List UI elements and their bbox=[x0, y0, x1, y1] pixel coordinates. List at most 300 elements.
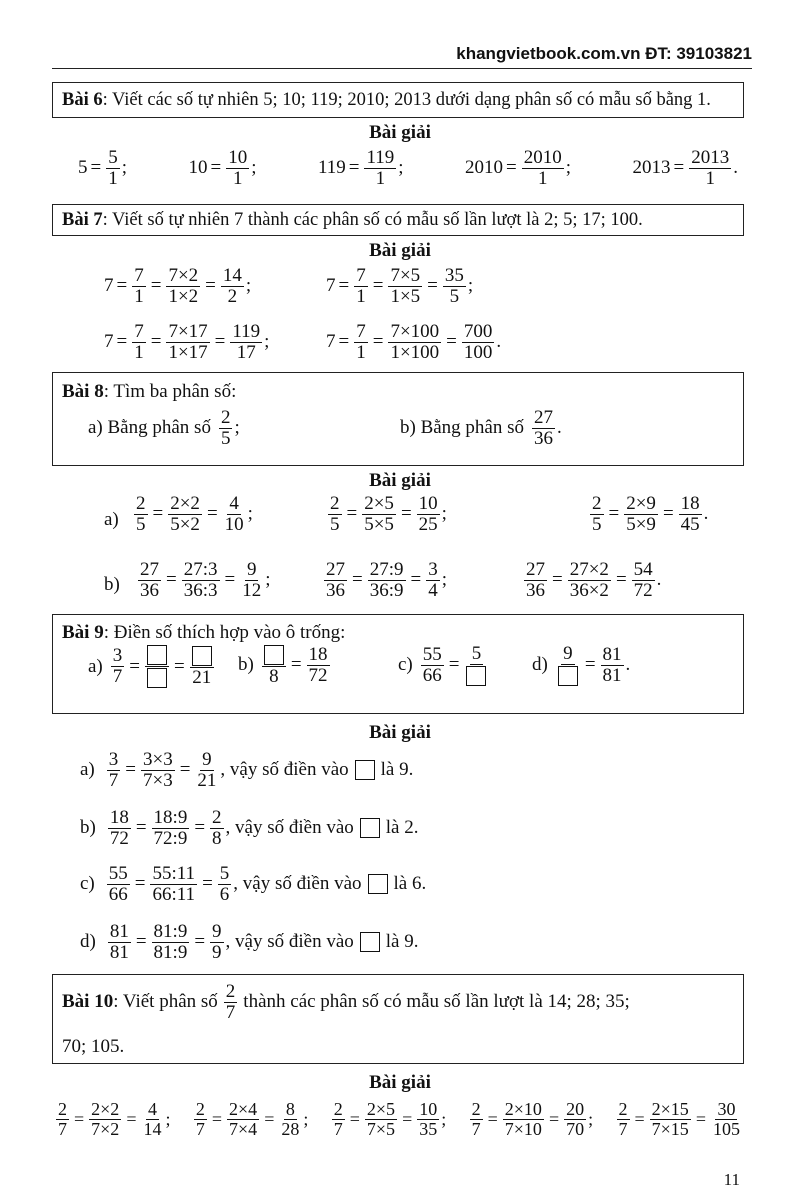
denominator: 1 bbox=[134, 341, 144, 363]
fraction bbox=[332, 1100, 345, 1139]
fraction bbox=[632, 560, 655, 601]
fraction bbox=[230, 322, 262, 363]
bai6-solution-label: Bài giải bbox=[369, 122, 431, 143]
bai8-a-label: a) Bằng phân số bbox=[88, 417, 211, 439]
separator: ; bbox=[398, 157, 404, 179]
fraction bbox=[624, 494, 658, 535]
numerator: 30 bbox=[717, 1099, 736, 1119]
equals-sign: = bbox=[202, 873, 213, 895]
denominator bbox=[145, 667, 169, 689]
bai7-statement bbox=[62, 210, 643, 231]
denominator: 5 bbox=[449, 285, 460, 307]
numerator: 4 bbox=[229, 493, 239, 514]
denominator: 1×5 bbox=[390, 285, 421, 307]
fraction bbox=[111, 646, 125, 687]
bai9-solution-line bbox=[80, 750, 413, 791]
numerator: 35 bbox=[444, 265, 464, 286]
bai10-text3: 70; 105. bbox=[62, 1036, 125, 1057]
denominator: 1×2 bbox=[168, 285, 199, 307]
denominator: 1×100 bbox=[390, 341, 440, 363]
fraction bbox=[564, 1100, 586, 1139]
bai9-sol-result: là 9. bbox=[385, 931, 419, 953]
separator: ; bbox=[467, 275, 474, 297]
blank-box bbox=[264, 645, 284, 665]
bai7-title: Bài 7 bbox=[62, 210, 103, 230]
fraction bbox=[56, 1100, 69, 1139]
numerator: 2×4 bbox=[229, 1099, 258, 1119]
bai9-statement bbox=[62, 622, 345, 644]
bai10-solution-item bbox=[615, 1100, 744, 1139]
equals-sign: = bbox=[135, 817, 147, 839]
denominator: 36:9 bbox=[369, 579, 404, 601]
numerator: 2 bbox=[330, 493, 340, 514]
blank-box bbox=[360, 818, 380, 838]
blank-box bbox=[355, 760, 375, 780]
separator: . bbox=[557, 417, 562, 439]
fraction bbox=[89, 1100, 121, 1139]
fraction bbox=[108, 922, 131, 963]
fraction bbox=[210, 922, 224, 963]
numerator: 55 bbox=[108, 863, 128, 884]
bai6-item bbox=[465, 148, 571, 189]
fraction bbox=[590, 494, 604, 535]
denominator: 7×4 bbox=[229, 1118, 258, 1139]
denominator: 36:3 bbox=[183, 579, 218, 601]
bai6-item bbox=[318, 148, 404, 189]
numerator: 2 bbox=[212, 807, 222, 828]
bai9-sol-label: b) bbox=[80, 817, 96, 839]
numerator: 5 bbox=[108, 147, 118, 168]
equals-sign: = bbox=[349, 1108, 360, 1129]
denominator: 45 bbox=[680, 513, 700, 535]
fraction bbox=[324, 560, 347, 601]
equals-sign: = bbox=[214, 331, 226, 353]
fraction bbox=[240, 560, 263, 601]
numerator: 2 bbox=[136, 493, 146, 514]
bai9-sol-text: , vậy số điền vào bbox=[220, 759, 349, 781]
denominator: 21 bbox=[197, 769, 217, 791]
numerator: 2×9 bbox=[626, 493, 656, 514]
numerator: 2 bbox=[195, 1099, 205, 1119]
numerator: 27:3 bbox=[183, 559, 218, 580]
bai7-line bbox=[104, 266, 251, 307]
bai9-sol-result: là 6. bbox=[393, 873, 427, 895]
numerator: 10 bbox=[228, 147, 248, 168]
denominator bbox=[556, 665, 580, 687]
equals-sign: = bbox=[552, 569, 563, 591]
numerator: 2×15 bbox=[651, 1099, 689, 1119]
numerator: 3×3 bbox=[142, 749, 173, 770]
bai9-sol-label: c) bbox=[80, 873, 95, 895]
denominator: 36 bbox=[534, 427, 554, 449]
denominator: 81 bbox=[109, 941, 129, 963]
denominator: 1 bbox=[134, 285, 144, 307]
bai9-part-a bbox=[88, 644, 216, 689]
fraction bbox=[417, 1100, 439, 1139]
fraction bbox=[601, 645, 624, 686]
bai8-solution-line bbox=[326, 494, 447, 535]
equals-sign: = bbox=[338, 331, 350, 353]
fraction bbox=[150, 864, 197, 905]
equals-sign: = bbox=[194, 931, 206, 953]
equals-sign: = bbox=[372, 331, 384, 353]
numerator: 7 bbox=[134, 265, 144, 286]
lead-number: 2010 bbox=[465, 157, 504, 179]
separator: ; bbox=[265, 569, 271, 591]
numerator: 27×2 bbox=[569, 559, 609, 580]
fraction bbox=[141, 1100, 163, 1139]
fraction bbox=[388, 266, 422, 307]
separator: . bbox=[625, 654, 631, 676]
fraction bbox=[134, 494, 148, 535]
lead-number: 119 bbox=[317, 157, 346, 179]
denominator: 1 bbox=[356, 341, 366, 363]
bai9-sol-label: a) bbox=[80, 759, 95, 781]
equals-sign: = bbox=[402, 1108, 413, 1129]
numerator: 54 bbox=[633, 559, 653, 580]
equals-sign: = bbox=[615, 569, 627, 591]
equals-sign: = bbox=[134, 873, 146, 895]
numerator: 7×5 bbox=[390, 265, 421, 286]
equals-sign: = bbox=[427, 275, 438, 297]
fraction bbox=[417, 494, 440, 535]
denominator: 5×2 bbox=[170, 513, 200, 535]
equals-sign: = bbox=[487, 1108, 498, 1129]
bai8-statement bbox=[62, 381, 236, 403]
equals-sign: = bbox=[205, 275, 216, 297]
denominator: 12 bbox=[242, 579, 262, 601]
equals-sign: = bbox=[608, 503, 620, 525]
denominator: 1 bbox=[705, 167, 715, 189]
fraction bbox=[464, 644, 488, 687]
equals-sign: = bbox=[126, 1108, 137, 1129]
equals-sign: = bbox=[352, 569, 363, 591]
equals-sign: = bbox=[224, 569, 236, 591]
denominator: 36 bbox=[526, 579, 545, 601]
numerator: 27 bbox=[526, 559, 545, 580]
denominator: 5 bbox=[220, 427, 231, 449]
equals-sign: = bbox=[74, 1108, 85, 1129]
separator: ; bbox=[303, 1108, 309, 1129]
fraction bbox=[194, 1100, 207, 1139]
fraction bbox=[107, 864, 130, 905]
denominator: 7×10 bbox=[504, 1118, 542, 1139]
fraction bbox=[138, 560, 161, 601]
bai9-part-d bbox=[532, 644, 630, 687]
separator: . bbox=[703, 503, 709, 525]
bai8-part-b bbox=[400, 408, 562, 449]
numerator: 81 bbox=[109, 921, 129, 942]
fraction bbox=[210, 808, 224, 849]
numerator: 7×17 bbox=[168, 321, 208, 342]
equals-sign: = bbox=[210, 157, 222, 179]
denominator bbox=[464, 665, 488, 687]
numerator: 27 bbox=[534, 407, 554, 428]
bai10-solution-item bbox=[192, 1100, 308, 1139]
fraction bbox=[368, 560, 406, 601]
bai9-label: d) bbox=[532, 654, 548, 676]
numerator: 81 bbox=[602, 644, 622, 666]
denominator: 7×15 bbox=[651, 1118, 689, 1139]
bai10-solution-item bbox=[54, 1100, 170, 1139]
fraction bbox=[262, 644, 286, 687]
bai8-sol-a-label: a) bbox=[104, 509, 119, 530]
fraction bbox=[182, 560, 220, 601]
separator: ; bbox=[234, 417, 240, 439]
separator: ; bbox=[441, 569, 447, 591]
denominator: 7×5 bbox=[366, 1118, 396, 1139]
blank-box bbox=[558, 666, 578, 686]
separator: ; bbox=[247, 503, 253, 525]
lead-number: 10 bbox=[188, 157, 208, 179]
fraction bbox=[107, 750, 121, 791]
bai9-sol-text: , vậy số điền vào bbox=[233, 873, 362, 895]
denominator: 7 bbox=[112, 666, 123, 687]
fraction bbox=[152, 808, 190, 849]
blank-box bbox=[368, 874, 388, 894]
denominator: 35 bbox=[419, 1118, 438, 1139]
bai8-solution-line bbox=[322, 560, 447, 601]
bai9-part-c bbox=[398, 644, 490, 687]
equals-sign: = bbox=[166, 569, 177, 591]
page-header: khangvietbook.com.vn ĐT: 39103821 bbox=[456, 44, 752, 63]
denominator: 1 bbox=[232, 167, 243, 189]
denominator: 7 bbox=[108, 769, 119, 791]
numerator bbox=[190, 645, 214, 668]
fraction bbox=[190, 645, 214, 688]
numerator: 5 bbox=[471, 643, 482, 664]
equals-sign: = bbox=[673, 157, 685, 179]
denominator: 66 bbox=[422, 664, 442, 686]
numerator: 81:9 bbox=[153, 921, 188, 942]
numerator: 2×2 bbox=[170, 493, 200, 514]
equals-sign: = bbox=[548, 1108, 560, 1129]
separator: ; bbox=[165, 1108, 171, 1129]
denominator: 36×2 bbox=[569, 579, 609, 601]
numerator: 55 bbox=[422, 644, 442, 666]
bai9-title: Bài 9 bbox=[62, 622, 104, 643]
denominator: 70 bbox=[566, 1118, 585, 1139]
equals-sign: = bbox=[206, 503, 218, 525]
denominator: 28 bbox=[281, 1118, 300, 1139]
denominator: 100 bbox=[463, 341, 493, 363]
separator: ; bbox=[441, 1108, 447, 1129]
numerator: 8 bbox=[285, 1099, 295, 1119]
numerator: 2 bbox=[592, 493, 602, 514]
numerator: 5 bbox=[219, 863, 230, 884]
bai10-fraction bbox=[224, 982, 238, 1023]
fraction bbox=[195, 750, 218, 791]
equals-sign: = bbox=[634, 1108, 645, 1129]
fraction bbox=[141, 750, 175, 791]
bai10-text1: : Viết phân số bbox=[113, 991, 218, 1013]
bai10-title: Bài 10 bbox=[62, 991, 114, 1013]
bai8-solution-line bbox=[136, 560, 271, 601]
bai9-sol-text: , vậy số điền vào bbox=[225, 931, 354, 953]
fraction bbox=[388, 322, 441, 363]
numerator: 2 bbox=[333, 1099, 343, 1119]
equals-sign: = bbox=[194, 817, 206, 839]
fraction bbox=[226, 148, 249, 189]
numerator: 55:11 bbox=[152, 863, 196, 884]
denominator: 1 bbox=[538, 167, 548, 189]
denominator: 72 bbox=[308, 664, 328, 686]
bai9-label: a) bbox=[88, 655, 103, 677]
numerator: 9 bbox=[246, 559, 257, 580]
lead-number: 7 bbox=[104, 275, 114, 297]
numerator: 2 bbox=[618, 1099, 628, 1119]
bai8-solution-line bbox=[588, 494, 708, 535]
numerator: 7 bbox=[134, 321, 144, 342]
bai6-item bbox=[633, 148, 738, 189]
bai7-solution-label: Bài giải bbox=[369, 240, 431, 261]
equals-sign: = bbox=[264, 1108, 275, 1129]
bai10-statement bbox=[62, 982, 630, 1023]
denominator: 21 bbox=[192, 667, 212, 689]
denominator: 5 bbox=[136, 513, 146, 535]
equals-sign: = bbox=[116, 275, 128, 297]
numerator: 18:9 bbox=[153, 807, 188, 828]
bai9-sol-label: d) bbox=[80, 931, 96, 953]
numerator: 18 bbox=[109, 807, 129, 828]
fraction bbox=[166, 266, 200, 307]
denominator: 1 bbox=[356, 285, 366, 307]
equals-sign: = bbox=[116, 331, 128, 353]
lead-number: 5 bbox=[78, 157, 88, 179]
bai9-solution-line bbox=[80, 922, 419, 963]
numerator: 7 bbox=[356, 321, 366, 342]
bai6-item bbox=[78, 148, 127, 189]
bai9-sol-result: là 2. bbox=[385, 817, 419, 839]
equals-sign: = bbox=[372, 275, 384, 297]
equals-sign: = bbox=[179, 759, 191, 781]
numerator: 2 bbox=[220, 407, 231, 428]
bai8-text: : Tìm ba phân số: bbox=[103, 381, 237, 402]
numerator: 7×2 bbox=[168, 265, 199, 286]
separator: ; bbox=[251, 157, 257, 179]
fraction bbox=[556, 644, 580, 687]
equals-sign: = bbox=[446, 331, 457, 353]
denominator: 1×17 bbox=[168, 341, 208, 363]
numerator: 2010 bbox=[523, 147, 562, 168]
numerator: 10 bbox=[418, 493, 438, 514]
denominator: 5×5 bbox=[364, 513, 394, 535]
equals-sign: = bbox=[448, 654, 460, 676]
denominator: 72:9 bbox=[153, 827, 188, 849]
numerator: 119 bbox=[366, 147, 395, 168]
equals-sign: = bbox=[348, 157, 360, 179]
numerator: 7 bbox=[356, 265, 366, 286]
fraction bbox=[279, 1100, 301, 1139]
fraction bbox=[524, 560, 547, 601]
fraction bbox=[132, 266, 146, 307]
denominator: 14 bbox=[143, 1118, 162, 1139]
bai8-solution-line bbox=[522, 560, 661, 601]
denominator: 7 bbox=[58, 1118, 67, 1139]
bai9-sol-result: là 9. bbox=[380, 759, 414, 781]
equals-sign: = bbox=[506, 157, 517, 179]
fraction bbox=[221, 266, 244, 307]
numerator: 27:9 bbox=[369, 559, 404, 580]
numerator: 2×2 bbox=[91, 1099, 120, 1119]
equals-sign: = bbox=[150, 275, 162, 297]
fraction bbox=[679, 494, 702, 535]
numerator: 10 bbox=[419, 1099, 438, 1119]
denominator: 4 bbox=[428, 579, 438, 601]
bai8-b-fraction bbox=[532, 408, 555, 449]
denominator: 8 bbox=[269, 666, 279, 687]
equals-sign: = bbox=[584, 654, 596, 676]
fraction bbox=[470, 1100, 483, 1139]
denominator: 105 bbox=[712, 1118, 740, 1139]
blank-box bbox=[192, 646, 212, 666]
bai10-text2: thành các phân số có mẫu số lần lượt là 14; 28; 35; bbox=[243, 991, 630, 1013]
fraction bbox=[218, 864, 232, 905]
equals-sign: = bbox=[152, 503, 164, 525]
numerator: 119 bbox=[232, 321, 261, 342]
numerator: 2 bbox=[58, 1099, 67, 1119]
bai8-solution-label: Bài giải bbox=[369, 470, 431, 491]
blank-box bbox=[360, 932, 380, 952]
bai9-part-b bbox=[238, 644, 332, 687]
lead-number: 2013 bbox=[632, 157, 671, 179]
denominator: 7 bbox=[225, 1001, 236, 1023]
fraction bbox=[168, 494, 202, 535]
numerator: 14 bbox=[222, 265, 242, 286]
separator: . bbox=[733, 157, 738, 179]
equals-sign: = bbox=[173, 655, 185, 677]
denominator: 66:11 bbox=[152, 883, 196, 905]
bai9-solution-line bbox=[80, 808, 419, 849]
numerator: 3 bbox=[112, 645, 123, 667]
lead-number: 7 bbox=[326, 331, 336, 353]
bai9-solution-label: Bài giải bbox=[369, 722, 431, 743]
fraction bbox=[650, 1100, 691, 1139]
bai7-text: : Viết số tự nhiên 7 thành các phân số có mẫu số lần lượt là 2; 5; 17; 100. bbox=[102, 210, 643, 230]
fraction bbox=[108, 808, 131, 849]
separator: ; bbox=[264, 331, 270, 353]
separator: ; bbox=[565, 157, 572, 179]
denominator: 36 bbox=[140, 579, 159, 601]
denominator: 8 bbox=[212, 827, 222, 849]
bai8-b-label: b) Bằng phân số bbox=[400, 417, 525, 439]
numerator bbox=[145, 644, 169, 667]
denominator: 25 bbox=[418, 513, 438, 535]
separator: ; bbox=[121, 157, 127, 179]
fraction bbox=[568, 560, 611, 601]
numerator: 9 bbox=[563, 643, 573, 664]
equals-sign: = bbox=[150, 331, 162, 353]
fraction bbox=[328, 494, 342, 535]
header-rule bbox=[52, 68, 752, 69]
numerator: 4 bbox=[147, 1099, 157, 1119]
denominator: 5×9 bbox=[626, 513, 656, 535]
bai10-solution-item bbox=[330, 1100, 446, 1139]
bai9-label: b) bbox=[238, 654, 254, 676]
numerator: 700 bbox=[463, 321, 493, 342]
fraction bbox=[307, 645, 330, 686]
denominator: 9 bbox=[212, 941, 222, 963]
denominator: 5 bbox=[592, 513, 602, 535]
bai6-text: : Viết các số tự nhiên 5; 10; 119; 2010; 2013 dưới dạng phân số có mẫu số bằng 1. bbox=[102, 90, 711, 110]
bai8-part-a bbox=[88, 408, 240, 449]
fraction bbox=[617, 1100, 630, 1139]
denominator: 2 bbox=[227, 285, 238, 307]
denominator: 66 bbox=[108, 883, 128, 905]
fraction bbox=[354, 266, 368, 307]
fraction bbox=[132, 322, 146, 363]
fraction bbox=[426, 560, 440, 601]
